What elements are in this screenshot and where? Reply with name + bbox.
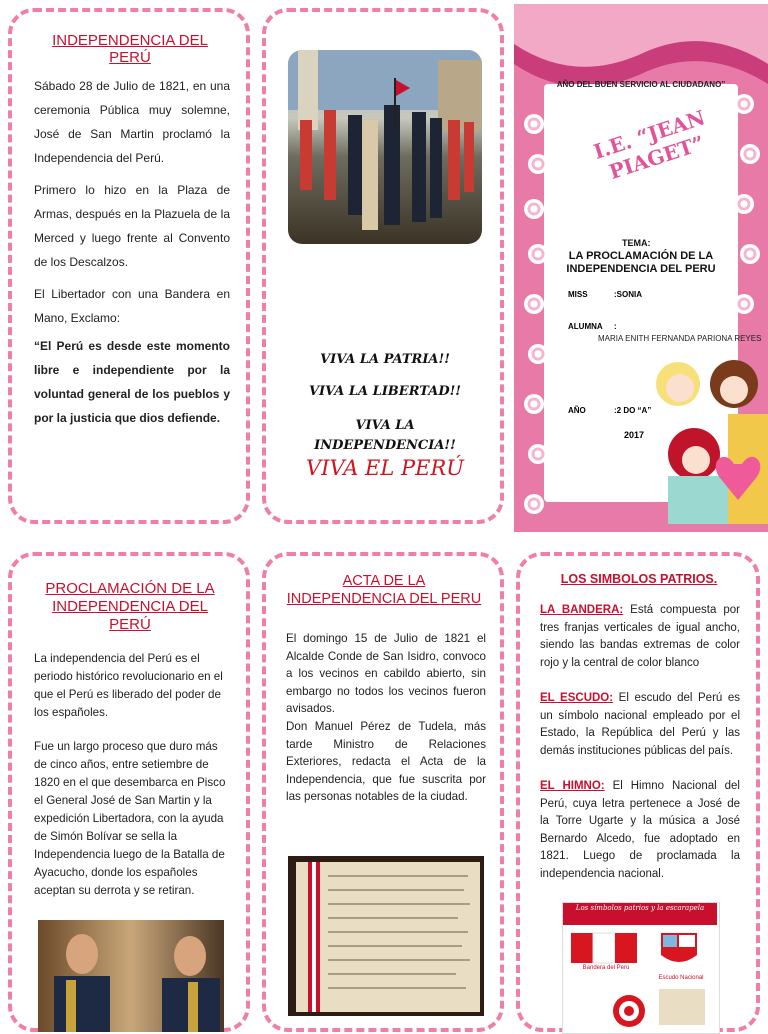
bandera-paragraph [540, 602, 740, 672]
panel-acta [262, 552, 504, 1032]
panel-viva [262, 8, 504, 524]
alumna-label: ALUMNA [568, 322, 603, 331]
escudo-label: EL ESCUDO: [540, 692, 614, 704]
symbols-poster [562, 902, 720, 1034]
bandera-label: LA BANDERA: [540, 604, 624, 616]
panel-title: INDEPENDENCIA DEL PERÚ [52, 32, 208, 66]
paragraph: La independencia del Perú es el periodo histórico revolucionario en el que el Perú es liberado del poder de los españoles. [34, 652, 223, 719]
miss-label: MISS [568, 290, 588, 299]
panel-title: LOS SIMBOLOS PATRIOS. [560, 572, 718, 586]
alumna-value: : [614, 322, 617, 331]
anio-value: :2 DO “A” [614, 406, 652, 415]
bandera-text: Está compuesta por tres franjas verticales de igual ancho, siendo las bandas extremas de color rojo y la central de color blanco [540, 604, 740, 669]
viva-independencia: VIVA LA INDEPENDENCIA!! [314, 418, 456, 453]
tema-title: LA PROCLAMACIÓN DE LA INDEPENDENCIA DEL PERU [566, 250, 716, 275]
viva-patria: VIVA LA PATRIA!! [320, 352, 450, 367]
miss-value: :SONIA [614, 290, 642, 299]
liberators-portrait [38, 920, 224, 1032]
paragraph: Don Manuel Pérez de Tudela, más tarde Ministro de Relaciones Exteriores, redacta el Acta de la Independencia, que fue suscrita por las personas notables de la ciudad. [286, 720, 486, 803]
panel-title: PROCLAMACIÓN DE LA INDEPENDENCIA DEL PERÚ [45, 580, 215, 633]
paragraph: Sábado 28 de Julio de 1821, en una ceremonia Pública muy solemne, José de San Martin proclamó la Independencia del Perú. [34, 79, 230, 165]
poster-title: Los símbolos patrios y la escarapela [563, 903, 717, 925]
himno-paragraph [540, 778, 740, 883]
school-name: I.E. “JEAN PIAGET” [590, 105, 708, 185]
escudo-text: El escudo del Perú es un símbolo nacional empleado por el Estado, la República del Perú y las demás instituciones públicas del país. [540, 692, 740, 757]
viva-libertad: VIVA LA LIBERTAD!! [308, 384, 462, 399]
acta-document-image [288, 856, 484, 1016]
tema-label: TEMA: [622, 238, 651, 248]
himno-label: EL HIMNO: [540, 780, 605, 792]
panel-simbolos [516, 552, 760, 1032]
princesses-illustration [638, 344, 768, 524]
cover-panel [514, 4, 768, 532]
paragraph: Primero lo hizo en la Plaza de Armas, después en la Plazuela de la Merced y luego frente al Convento de los Descalzos. [34, 183, 230, 269]
quote: “El Perú es desde este momento libre e independiente por la voluntad general de los pueblos y por la justicia que dios defiende. [34, 339, 230, 425]
poster-caption-shield: Escudo Nacional [658, 975, 704, 981]
proclamation-painting [288, 50, 482, 244]
panel-proclamacion [8, 552, 250, 1032]
escudo-paragraph [540, 690, 740, 760]
alumna-name: MARIA ENITH FERNANDA PARIONA REYES [598, 334, 762, 343]
poster-caption-flag: Bandera del Perú [582, 965, 630, 971]
paragraph: Fue un largo proceso que duro más de cinco años, entre setiembre de 1820 en el que desembarca en Pisco el General José de San Martin y la expedición Libertadora, con la ayuda de Simón Bolívar se sella la Independencia luego de la Batalla de Ayacucho, donde los españoles aceptan su derrota y se retiran. [34, 740, 226, 897]
anio-label: AÑO [568, 406, 586, 415]
panel-independencia [8, 8, 250, 524]
paragraph: El Libertador con una Bandera en Mano, Exclamo: [34, 287, 230, 325]
year-motto: AÑO DEL BUEN SERVICIO AL CIUDADANO” [556, 80, 726, 89]
paragraph: El domingo 15 de Julio de 1821 el Alcalde Conde de San Isidro, convoco a los vecinos en cabildo abierto, sin embargo no todos los vecinos fueron avisados. [286, 632, 486, 715]
crowd-scene [288, 50, 482, 244]
panel-title: ACTA DE LA INDEPENDENCIA DEL PERU [286, 573, 482, 607]
viva-peru: VIVA EL PERÚ [306, 456, 464, 480]
year: 2017 [624, 430, 645, 440]
himno-text: El Himno Nacional del Perú, cuya letra pertenece a José de la Torre Ugarte y la música a José Bernardo Alcedo, fue adoptado en 1821. Luego de proclamada la independencia nacional. [540, 780, 740, 880]
